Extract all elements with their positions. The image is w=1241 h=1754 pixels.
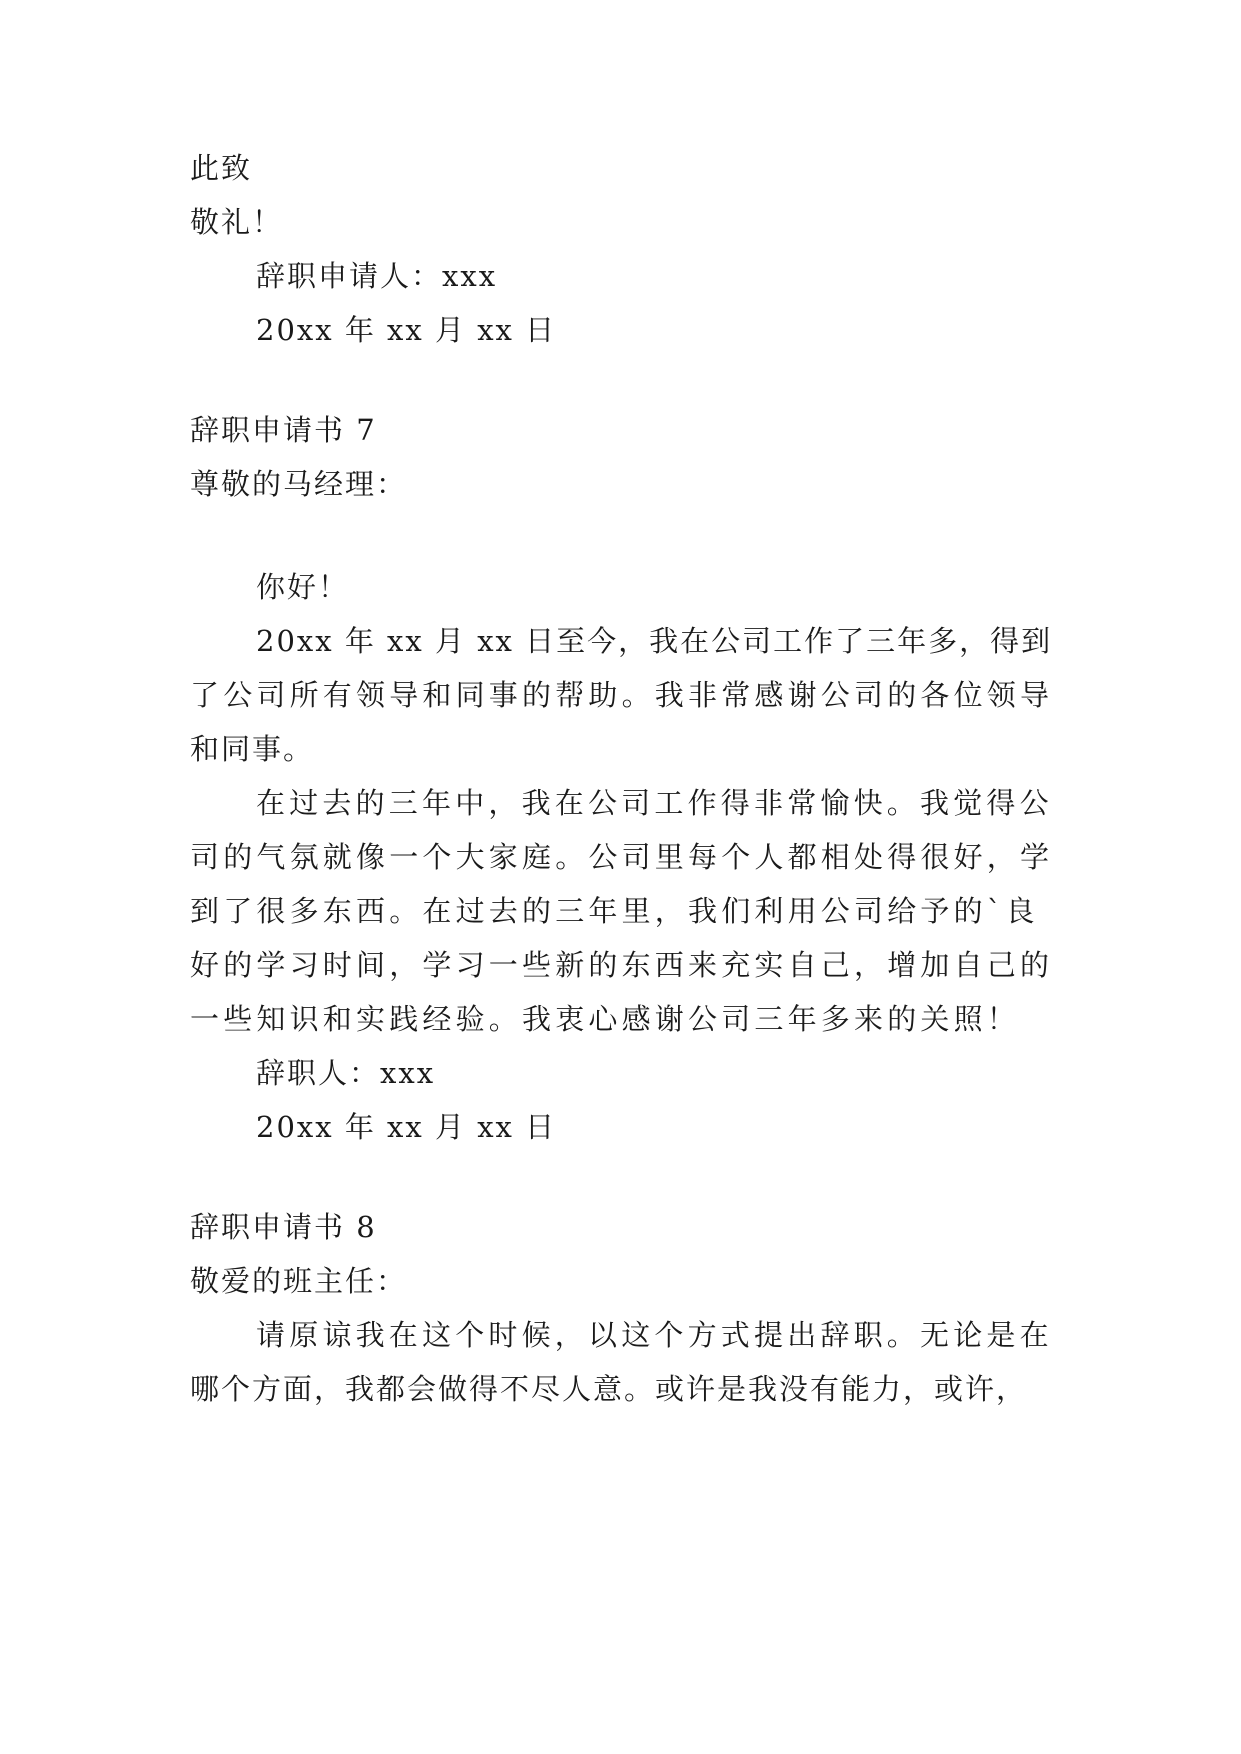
closing-ci-zhi: 此致	[190, 151, 253, 185]
letter7-date: 20xx 年 xx 月 xx 日	[256, 1110, 557, 1144]
letter7-para1-line2: 了公司所有领导和同事的帮助。我非常感谢公司的各位领导	[190, 678, 1054, 712]
letter7-title: 辞职申请书 7	[190, 413, 377, 447]
closing-jing-li: 敬礼！	[190, 205, 284, 239]
letter7-greeting: 你好！	[256, 570, 350, 604]
letter7-para1-line1: 20xx 年 xx 月 xx 日至今，我在公司工作了三年多，得到	[256, 624, 1053, 658]
letter7-para2-line5: 一些知识和实践经验。我衷心感谢公司三年多来的关照！	[190, 1002, 1021, 1036]
letter8-salutation: 敬爱的班主任：	[190, 1264, 408, 1298]
letter7-salutation: 尊敬的马经理：	[190, 467, 408, 501]
letter7-para1-line3: 和同事。	[190, 732, 315, 766]
letter7-para2-line2: 司的气氛就像一个大家庭。公司里每个人都相处得很好，学	[190, 840, 1054, 874]
letter7-para2-line4: 好的学习时间，学习一些新的东西来充实自己，增加自己的	[190, 948, 1054, 982]
closing-date: 20xx 年 xx 月 xx 日	[256, 313, 557, 347]
letter7-para2-line3: 到了很多东西。在过去的三年里，我们利用公司给予的`良	[190, 894, 1039, 928]
letter7-para2-line1: 在过去的三年中，我在公司工作得非常愉快。我觉得公	[256, 786, 1053, 820]
letter8-title: 辞职申请书 8	[190, 1210, 377, 1244]
closing-applicant: 辞职申请人：xxx	[256, 259, 498, 293]
letter7-signer: 辞职人：xxx	[256, 1056, 436, 1090]
letter8-para1-line2: 哪个方面，我都会做得不尽人意。或许是我没有能力，或许，	[190, 1372, 1028, 1406]
letter8-para1-line1: 请原谅我在这个时候，以这个方式提出辞职。无论是在	[256, 1318, 1053, 1352]
